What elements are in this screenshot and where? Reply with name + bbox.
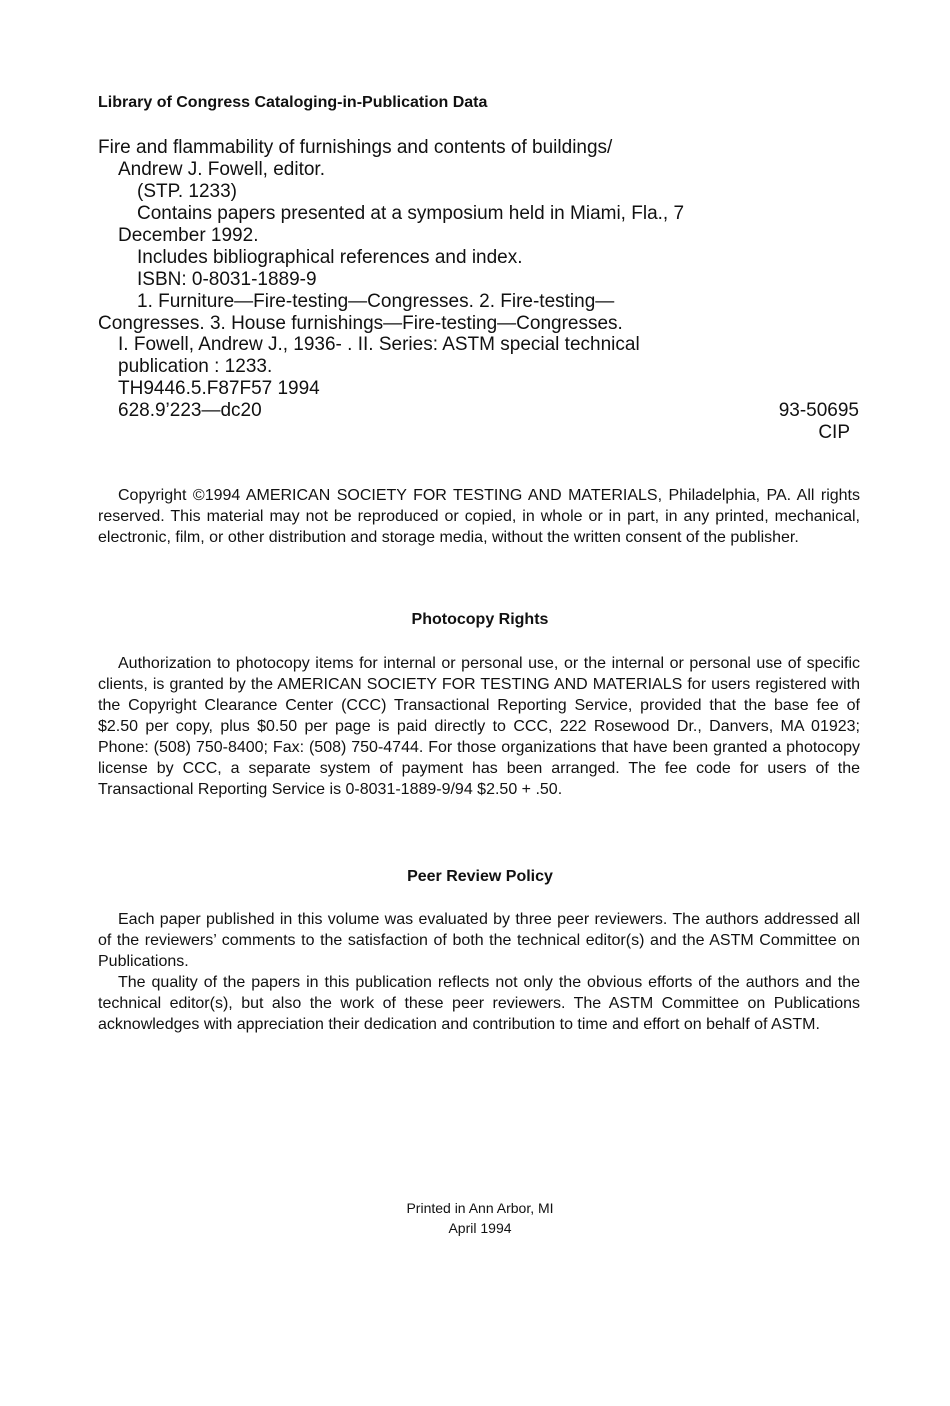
cip-line-note: Contains papers presented at a symposium held in Miami, Fla., 7 [137,203,685,224]
cip-line-added-entries: I. Fowell, Andrew J., 1936- . II. Series: ASTM special technical [118,334,640,355]
peer-review-heading: Peer Review Policy [407,868,553,885]
cip-line-editor: Andrew J. Fowell, editor. [118,159,325,180]
photocopy-rights-text: Authorization to photocopy items for internal or personal use, or the internal or personal use of specific clients, is granted by the AMERICAN SOCIETY FOR TESTING AND MATERIALS for users registered with the Copyright Clearance Center (CCC) Transactional Reporting Service, provided that the base fee of $2.50 per copy, plus $0.50 per page is paid directly to CCC, 222 Rosewood Dr., Danvers, MA 01923; Phone: (508) 750-8400; Fax: (508) 750-4744. For those organizations that have been granted a photocopy license by CCC, a separate system of payment has been arranged. The fee code for users of the Transactional Reporting Service is 0-8031-1889-9/94 $2.50 + .50. [98,655,860,798]
cip-line-call-number: TH9446.5.F87F57 1994 [118,378,320,399]
cip-line-subjects: 1. Furniture—Fire-testing—Congresses. 2. Fire-testing— [137,291,615,312]
printed-date: April 1994 [448,1220,512,1236]
photocopy-rights-heading: Photocopy Rights [411,611,549,628]
cip-line-note-cont: December 1992. [118,225,259,246]
cip-line-dewey: 628.9’223—dc20 [118,400,262,421]
peer-review-paragraph-2: The quality of the papers in this publication reflects not only the obvious efforts of the authors and the technical editor(s), but also the work of these peer reviewers. The ASTM Committee on Publications acknowledges with appreciation their dedication and contribution to time and effort on behalf of ASTM. [98,974,860,1033]
copyright-notice: Copyright ©1994 AMERICAN SOCIETY FOR TESTING AND MATERIALS, Philadelphia, PA. All rights reserved. This material may not be reproduced or copied, in whole or in part, in any printed, mechanical, electronic, film, or other distribution and storage media, without the written consent of the publisher. [98,487,860,546]
cip-line-isbn: ISBN: 0-8031-1889-9 [137,269,317,290]
lccn-number: 93-50695 [778,400,859,421]
cip-label: CIP [818,422,850,443]
peer-review-paragraph-1: Each paper published in this volume was evaluated by three peer reviewers. The authors addressed all of the reviewers’ comments to the satisfaction of both the technical editor(s) and the ASTM Committee on Publications. [98,911,860,970]
cip-line-title: Fire and flammability of furnishings and contents of buildings/ [98,137,613,158]
cip-line-added-entries-cont: publication : 1233. [118,356,273,377]
cip-line-bibliography: Includes bibliographical references and index. [137,247,523,268]
cip-line-subjects-cont: Congresses. 3. House furnishings—Fire-testing—Congresses. [98,313,623,334]
cip-line-series: (STP. 1233) [137,181,237,202]
printed-location: Printed in Ann Arbor, MI [406,1200,554,1216]
cip-heading: Library of Congress Cataloging-in-Publication Data [98,94,488,111]
